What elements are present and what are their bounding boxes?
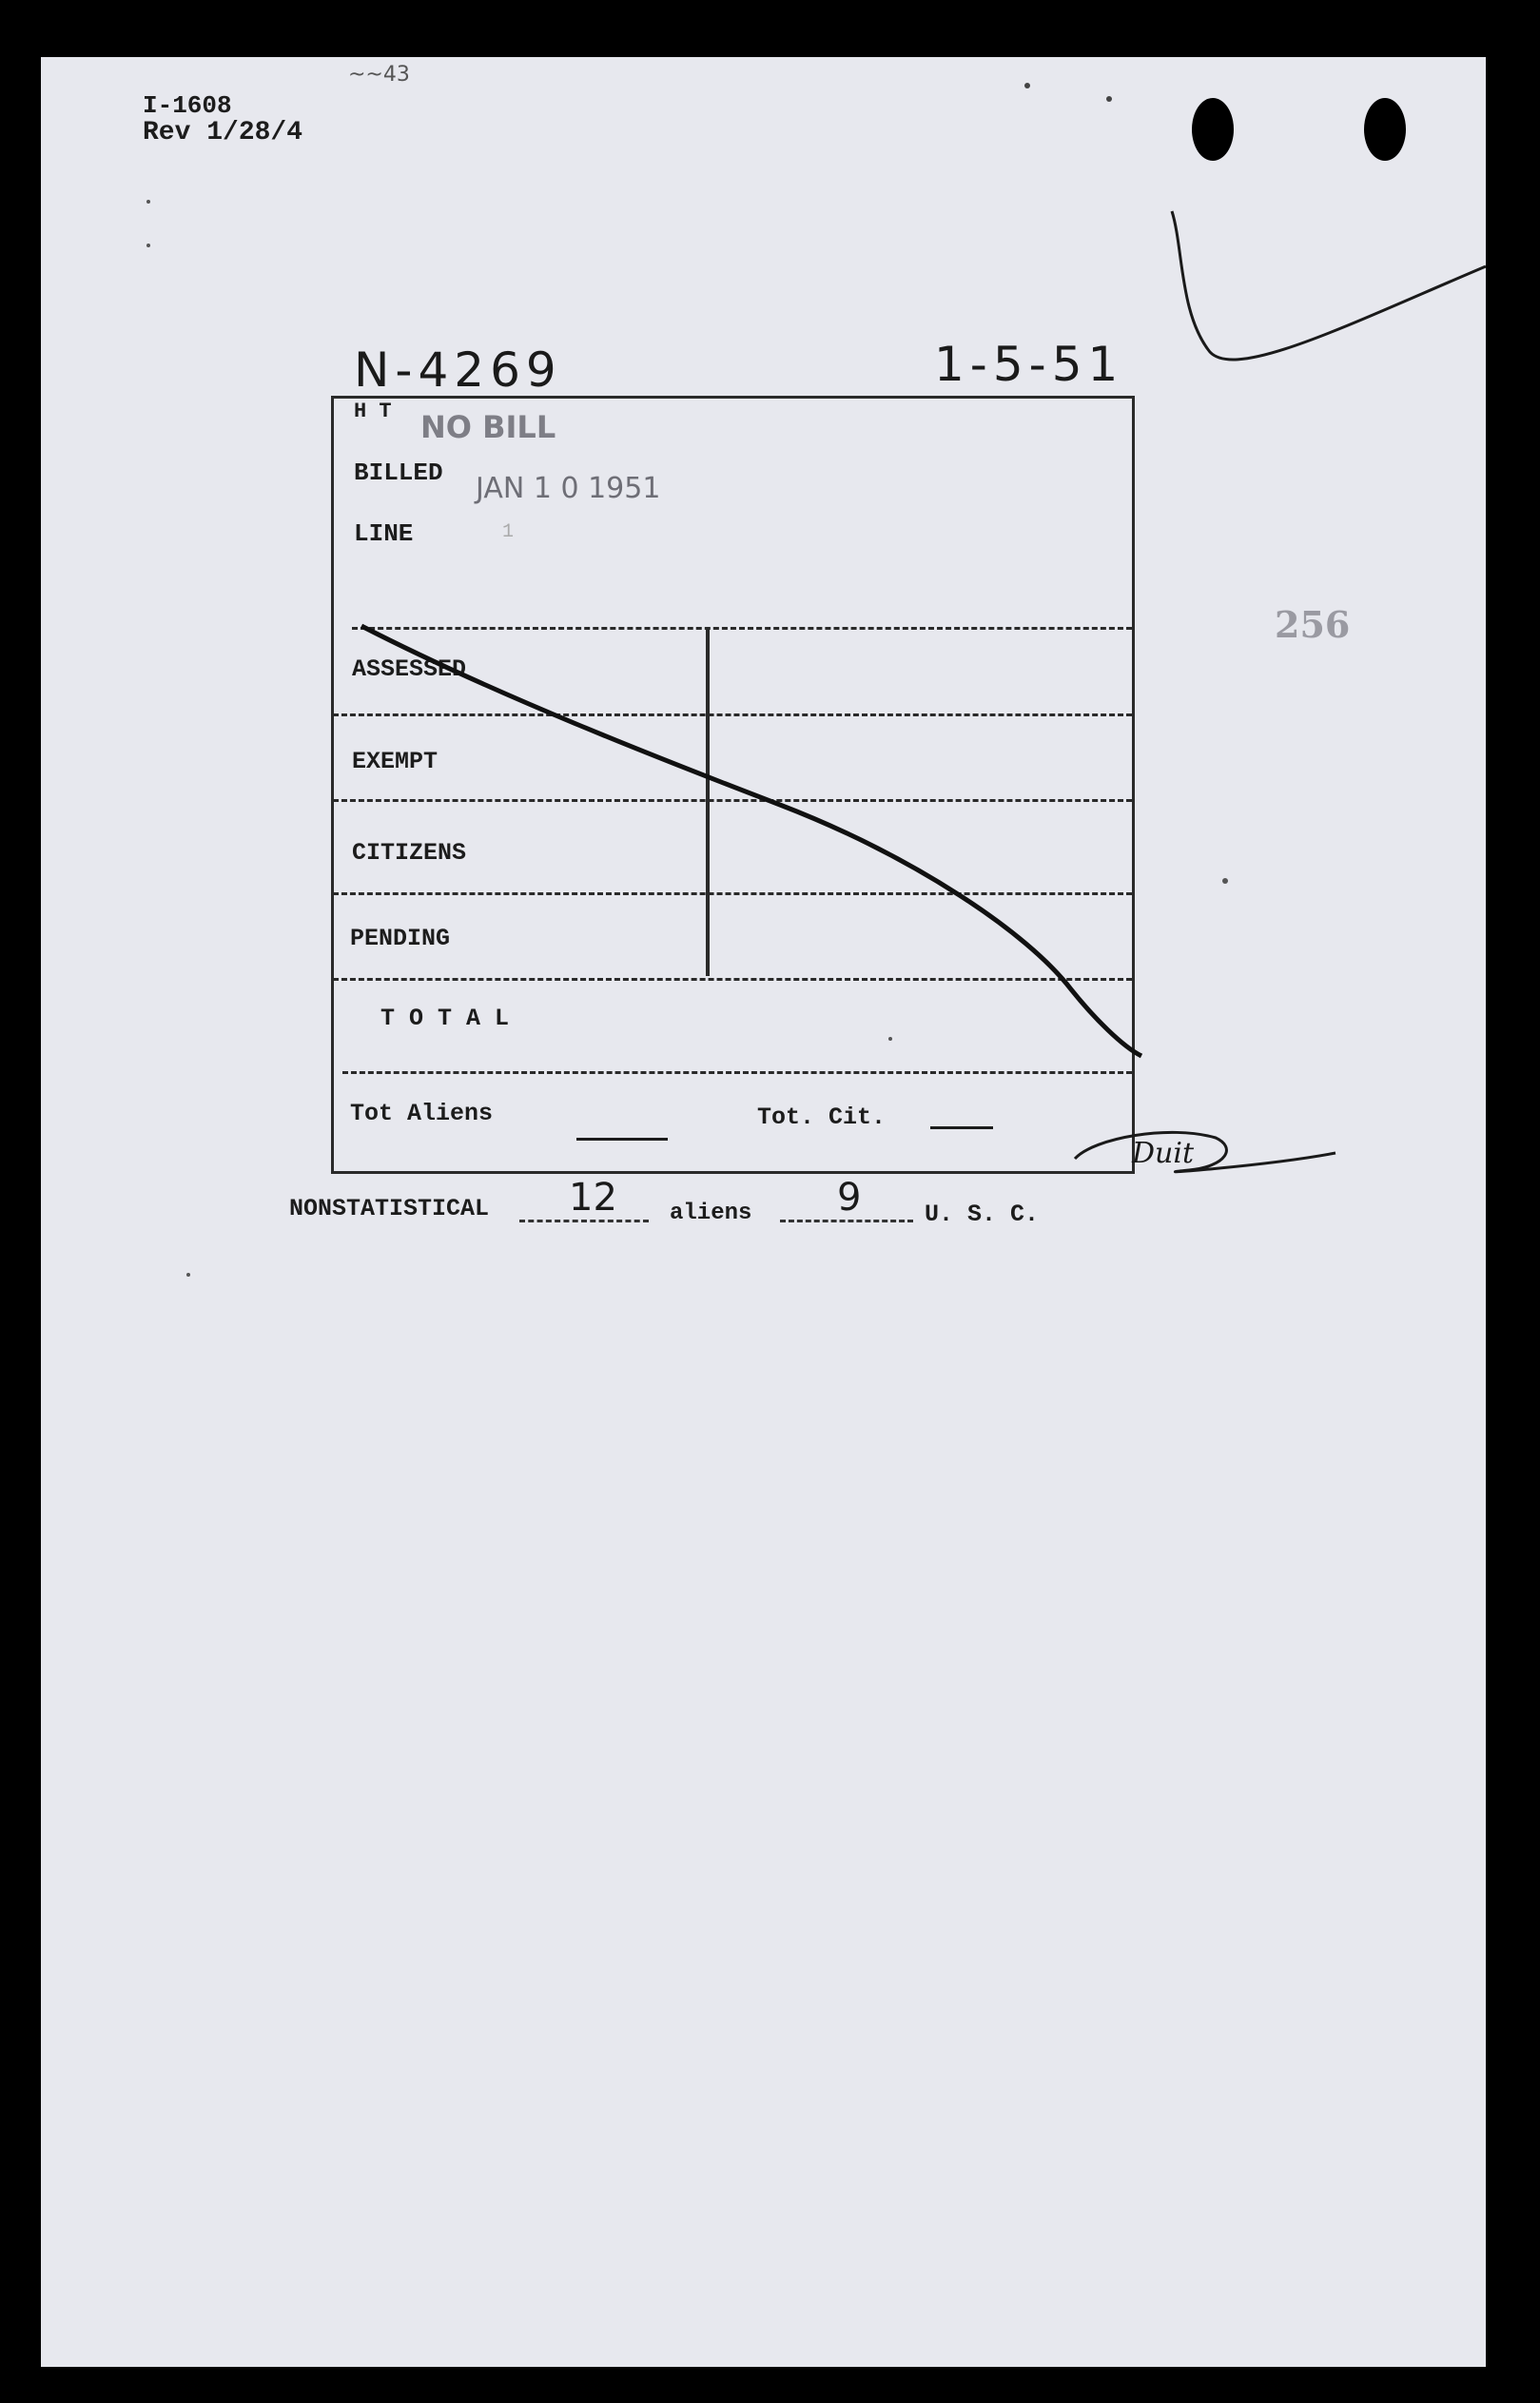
top-handwriting: ~~43 <box>348 63 410 87</box>
stray-dot <box>1024 83 1030 88</box>
stray-dot <box>888 1037 892 1041</box>
aliens-label: aliens <box>670 1201 752 1226</box>
stray-dot <box>186 1273 190 1277</box>
row-label-pending: PENDING <box>350 925 451 952</box>
row-label-exempt: EXEMPT <box>352 748 439 775</box>
line-label: LINE <box>354 519 414 548</box>
billed-label: BILLED <box>354 459 443 487</box>
line-value: 1 <box>502 521 515 543</box>
diagonal-strike-line <box>361 626 1141 1056</box>
stray-dot <box>146 244 150 247</box>
usc-count: 9 <box>837 1176 862 1220</box>
nonstatistical-label: NONSTATISTICAL <box>289 1195 490 1222</box>
usc-label: U. S. C. <box>925 1201 1040 1228</box>
case-number: N-4269 <box>354 342 562 398</box>
billed-date-stamp: JAN 1 0 1951 <box>476 472 661 505</box>
side-stamp-number: 256 <box>1275 603 1351 646</box>
stray-dot <box>1222 878 1228 884</box>
signature-flourish <box>1075 1132 1335 1171</box>
header-date: 1-5-51 <box>934 337 1124 392</box>
ht-stamp: NO BILL <box>420 409 556 445</box>
stray-dot <box>146 200 150 204</box>
tot-aliens-label: Tot Aliens <box>350 1100 494 1127</box>
ht-label: H T <box>354 400 392 423</box>
row-label-assessed: ASSESSED <box>352 655 467 683</box>
tot-cit-label: Tot. Cit. <box>757 1104 887 1131</box>
corner-check-mark <box>1172 211 1486 360</box>
row-label-citizens: CITIZENS <box>352 839 467 867</box>
form-number: I-1608 <box>143 91 232 120</box>
stray-dot <box>1106 96 1112 102</box>
form-revision: Rev 1/28/4 <box>143 118 303 147</box>
row-label-total: T O T A L <box>380 1005 510 1032</box>
aliens-count: 12 <box>569 1176 617 1220</box>
signature-initials: Duit <box>1132 1137 1195 1170</box>
